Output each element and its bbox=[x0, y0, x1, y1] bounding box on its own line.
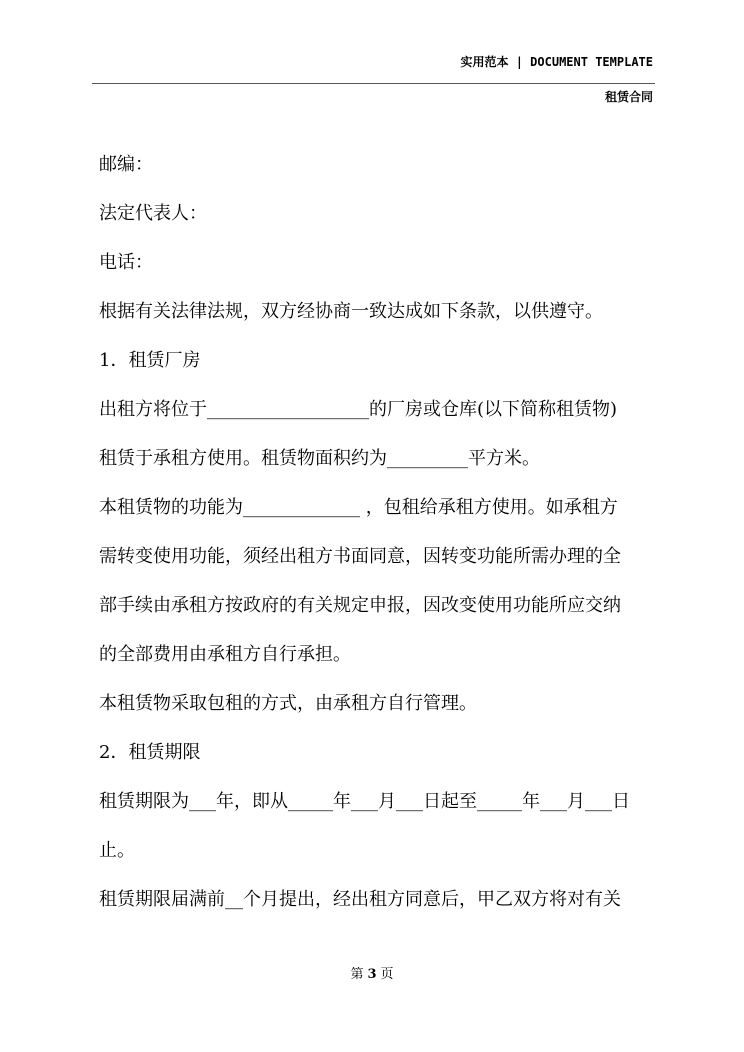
text-line: 部手续由承租方按政府的有关规定申报，因改变使用功能所应交纳 bbox=[99, 595, 621, 616]
section-heading-premises: 1．租赁厂房 bbox=[99, 350, 201, 371]
page-footer bbox=[0, 963, 744, 982]
section-heading-term: 2．租赁期限 bbox=[99, 742, 201, 763]
text-line: 的全部费用由承租方自行承担。 bbox=[99, 644, 351, 665]
page-number-suffix: 页 bbox=[380, 967, 394, 982]
contract-body bbox=[99, 140, 659, 924]
text-line: 出租方将位于__________________的厂房或仓库(以下简称租赁物) bbox=[99, 399, 618, 420]
text-line: 本租赁物的功能为_____________ ，包租给承租方使用。如承租方 bbox=[99, 497, 618, 518]
text-line: 租赁期限为___年，即从_____年___月___日起至_____年___月___日 bbox=[99, 791, 630, 812]
text-line-phone: 电话： bbox=[99, 252, 153, 273]
text-line: 需转变使用功能，须经出租方书面同意，因转变功能所需办理的全 bbox=[99, 546, 621, 567]
page-number-prefix: 第 bbox=[350, 967, 364, 982]
text-line: 租赁期限届满前__个月提出，经出租方同意后，甲乙双方将对有关 bbox=[99, 889, 621, 910]
text-line: 止。 bbox=[99, 840, 135, 861]
header-title: 实用范本 | DOCUMENT TEMPLATE bbox=[460, 55, 653, 69]
text-line: 租赁于承租方使用。租赁物面积约为_________平方米。 bbox=[99, 448, 540, 469]
header-subtitle: 租赁合同 bbox=[604, 90, 653, 104]
text-line-postcode: 邮编： bbox=[99, 154, 153, 175]
page-number: 3 bbox=[367, 967, 377, 982]
header-divider bbox=[92, 83, 655, 84]
text-line: 本租赁物采取包租的方式，由承租方自行管理。 bbox=[99, 693, 477, 714]
text-line-legal-rep: 法定代表人： bbox=[99, 203, 207, 224]
text-line-preamble: 根据有关法律法规，双方经协商一致达成如下条款，以供遵守。 bbox=[99, 301, 603, 322]
